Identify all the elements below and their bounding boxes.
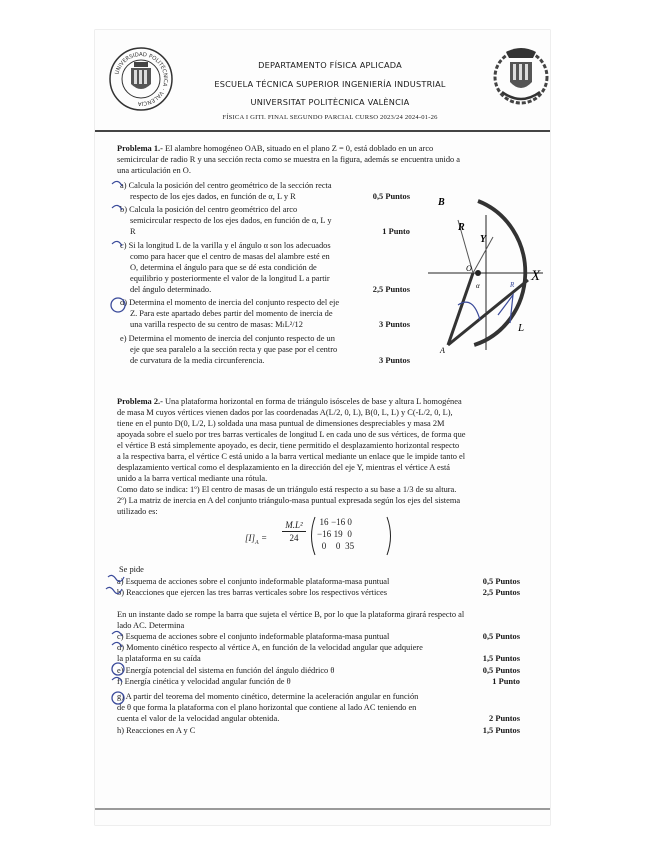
problem2-d-line: la plataforma en su caída bbox=[117, 654, 201, 663]
problem2-text-line: tiene en el punto D(0, L/2, L) soldada una masa puntual de dimensiones despreciables y masa 2M bbox=[117, 419, 445, 428]
pen-circle bbox=[112, 663, 124, 675]
matrix-cell: 0 bbox=[347, 517, 352, 527]
pen-tick bbox=[112, 631, 122, 636]
pen-tick bbox=[112, 241, 122, 246]
problem2-text-line: Como dato se indica: 1º) El centro de masas de un triángulo está respecto a su base a 1/3 de su altura. bbox=[117, 485, 457, 494]
matrix-lhs: [I] bbox=[245, 533, 256, 543]
matrix-table bbox=[317, 516, 354, 552]
matrix-cell: 0 bbox=[347, 529, 352, 539]
matrix-cell: −16 bbox=[331, 517, 346, 527]
problem2-break-text: lado AC. Determina bbox=[117, 621, 185, 630]
matrix-cell: 16 bbox=[319, 517, 329, 527]
handwritten-marks bbox=[100, 170, 140, 750]
problem1-intro-line: una articulación en O. bbox=[117, 166, 191, 175]
problem2-text-line: a la respectiva barra, el vértice C está unido a la barra vertical mediante un enlace que le impide tanto el bbox=[117, 452, 466, 461]
problem1-b-line: R bbox=[130, 227, 136, 236]
pivot-O bbox=[475, 270, 481, 276]
problem2-g-line: cuenta el valor de la velocidad angular obtenida. bbox=[117, 714, 280, 723]
problem1-a: a) Calcula la posición del centro geométrico de la sección recta bbox=[120, 181, 332, 190]
problem2-a: a) Esquema de acciones sobre el conjunto indeformable plataforma-masa puntual bbox=[117, 577, 390, 586]
problem1-d-points: 3 Puntos bbox=[379, 320, 410, 329]
problem2-g: g) A partir del teorema del momento cinético, determine la aceleración angular en función bbox=[117, 692, 419, 701]
problem2-h-points: 1,5 Puntos bbox=[482, 726, 520, 735]
problem1-intro-line: semicircular de radio R y una sección recta como se muestra en la figura, además se encuentra unido a bbox=[117, 155, 460, 164]
exam-title: FÍSICA I GITI. FINAL SEGUNDO PARCIAL CURSO 2023/24 2024-01-26 bbox=[222, 114, 438, 121]
right-paren bbox=[387, 517, 391, 555]
label-B: B bbox=[438, 197, 445, 208]
problem2-text-line: unido a la barra vertical mediante una rótula. bbox=[117, 474, 268, 483]
problem2-g-points: 2 Puntos bbox=[489, 714, 520, 723]
problem2-f-points: 1 Punto bbox=[492, 677, 520, 686]
problem2-intro: Problema 2.- Una plataforma horizontal en forma de triángulo isósceles de base y altura L homogénea bbox=[117, 397, 462, 406]
pen-tick bbox=[112, 181, 122, 186]
label-X: X bbox=[531, 268, 541, 284]
problem1-a-line: respecto de los ejes dados, en función de α, L y R bbox=[130, 192, 296, 201]
problem1-d-line: Z. Para este apartado debes partir del momento de inercia de bbox=[130, 309, 333, 318]
fraction-bar bbox=[282, 531, 306, 532]
university-seal-left bbox=[108, 46, 174, 112]
problem1-figure bbox=[418, 185, 548, 365]
problem2-a-points: 0,5 Puntos bbox=[482, 577, 520, 586]
problem1-a-points: 0,5 Puntos bbox=[372, 192, 410, 201]
matrix-cell: 35 bbox=[345, 541, 355, 551]
matrix-cell: −16 bbox=[317, 529, 332, 539]
matrix-coef-den: 24 bbox=[289, 533, 299, 543]
pen-tick bbox=[112, 205, 122, 210]
problem2-text-line: de masa M cuyos vértices vienen dados por las coordenadas A(L/2, 0, L), B(0, L, L) y C(-L/2, 0, L), bbox=[117, 408, 453, 417]
problem1-d-line: una varilla respecto de su centro de masas: MₗL²/12 bbox=[130, 320, 303, 329]
problem1-c-line: como para hacer que el centro de masas del alambre esté en bbox=[130, 252, 330, 261]
problem2-text-line: desplazamiento vertical como el desplazamiento en la dirección del eje Y, mientras el vértice A está bbox=[117, 463, 451, 472]
label-R-handwritten: R bbox=[510, 281, 515, 289]
problem1-b-points: 1 Punto bbox=[382, 227, 410, 236]
pen-tick bbox=[112, 642, 122, 647]
matrix-cell: 0 bbox=[321, 541, 327, 551]
problem2-b-points: 2,5 Puntos bbox=[482, 588, 520, 597]
problem2-d: d) Momento cinético respecto al vértice A, en función de la velocidad angular que adquiere bbox=[117, 643, 423, 652]
svg-text:UNIVERSIDAD POLITÉCNICA · VALE: UNIVERSIDAD POLITÉCNICA · VALENCIA bbox=[114, 51, 169, 107]
problem2-e: e) Energía potencial del sistema en función del ángulo diédrico θ bbox=[117, 666, 335, 675]
university-title: UNIVERSITAT POLITÈCNICA VALÈNCIA bbox=[250, 97, 410, 107]
label-A: A bbox=[440, 346, 445, 355]
problem1-c-line: O, determina el ángulo para que se dé esta condición de bbox=[130, 263, 317, 272]
problem2-break-text: En un instante dado se rompe la barra que sujeta el vértice B, por lo que la plataforma girará respecto al bbox=[117, 610, 465, 619]
matrix-lhs-sub: A bbox=[255, 539, 259, 546]
matrix-cell: 19 bbox=[333, 529, 343, 539]
pen-tilde bbox=[108, 575, 124, 581]
problem2-text-line: utilizado es: bbox=[117, 507, 158, 516]
problem1-c-line: del ángulo determinado. bbox=[130, 285, 212, 294]
school-title: ESCUELA TÉCNICA SUPERIOR INGENIERÍA INDUSTRIAL bbox=[214, 79, 446, 89]
left-paren bbox=[312, 517, 316, 555]
problem1-e-points: 3 Puntos bbox=[379, 356, 410, 365]
label-alpha: α bbox=[476, 282, 480, 290]
matrix-coef-num: M.L² bbox=[285, 520, 303, 530]
label-O: O bbox=[466, 264, 472, 273]
pen-circle bbox=[112, 692, 124, 704]
pen-circle bbox=[111, 298, 125, 312]
label-Y: Y bbox=[480, 234, 487, 245]
problem2-text-line: 2º) La matriz de inercia en A del conjunto triángulo-masa puntual expresada según los ejes del sistema bbox=[117, 496, 461, 505]
problem1-title: Problema 1.- bbox=[117, 144, 163, 153]
problem1-e-line: de curvatura de la media circunferencia. bbox=[130, 356, 265, 365]
problem1-b-line: semicircular respecto de los ejes dados, en función de α, L y bbox=[130, 216, 332, 225]
label-R: R bbox=[458, 222, 465, 233]
header-divider bbox=[95, 130, 550, 132]
problem2-c: c) Esquema de acciones sobre el conjunto indeformable plataforma-masa puntual bbox=[117, 632, 390, 641]
problem2-b: b) Reacciones que ejercen las tres barras verticales sobre los respectivos vértices bbox=[117, 588, 387, 597]
pen-tick bbox=[112, 677, 122, 682]
matrix-equals: = bbox=[260, 533, 268, 543]
pen-tilde bbox=[106, 587, 122, 593]
problem2-title: Problema 2.- bbox=[117, 397, 163, 406]
problem2-g-line: de θ que forma la plataforma con el plano horizontal que contiene al lado AC teniendo en bbox=[117, 703, 417, 712]
problem2-text-line: apoyada sobre el suelo por tres barras verticales de longitud L en cada uno de sus vértices, de forma que bbox=[117, 430, 466, 439]
problem2-d-points: 1,5 Puntos bbox=[482, 654, 520, 663]
problem1-c-points: 2,5 Puntos bbox=[372, 285, 410, 294]
problem2-e-points: 0,5 Puntos bbox=[482, 666, 520, 675]
problem2-f: f) Energía cinética y velocidad angular función de θ bbox=[117, 677, 291, 686]
matrix-cell: 0 bbox=[335, 541, 341, 551]
label-L: L bbox=[518, 322, 525, 334]
page-edge bbox=[95, 808, 550, 810]
problem1-e-line: eje que sea paralelo a la sección recta y que pase por el centro bbox=[130, 345, 338, 354]
university-seal-right bbox=[488, 42, 554, 108]
problem1-c-line: equilibrio y posteriormente el valor de la longitud L a partir bbox=[130, 274, 330, 283]
department-title: DEPARTAMENTO FÍSICA APLICADA bbox=[258, 60, 402, 70]
problem1-d: d) Determina el momento de inercia del conjunto respecto del eje bbox=[120, 298, 340, 307]
problem1-b: b) Calcula la posición del centro geométrico del arco bbox=[120, 205, 298, 214]
problem2-text-line: el vértice B está simplemente apoyado, es decir, tiene permitido el desplazamiento horizontal respecto bbox=[117, 441, 460, 450]
problem1-intro: Problema 1.- El alambre homogéneo OAB, situado en el plano Z = 0, está doblado en un arco bbox=[117, 144, 434, 153]
problem1-c: c) Si la longitud L de la varilla y el ángulo α son los adecuados bbox=[120, 241, 331, 250]
problem2-h: h) Reacciones en A y C bbox=[117, 726, 196, 735]
problem2-c-points: 0,5 Puntos bbox=[482, 632, 520, 641]
problem1-e: e) Determina el momento de inercia del conjunto respecto de un bbox=[120, 334, 335, 343]
se-pide: Se pide bbox=[119, 565, 144, 574]
